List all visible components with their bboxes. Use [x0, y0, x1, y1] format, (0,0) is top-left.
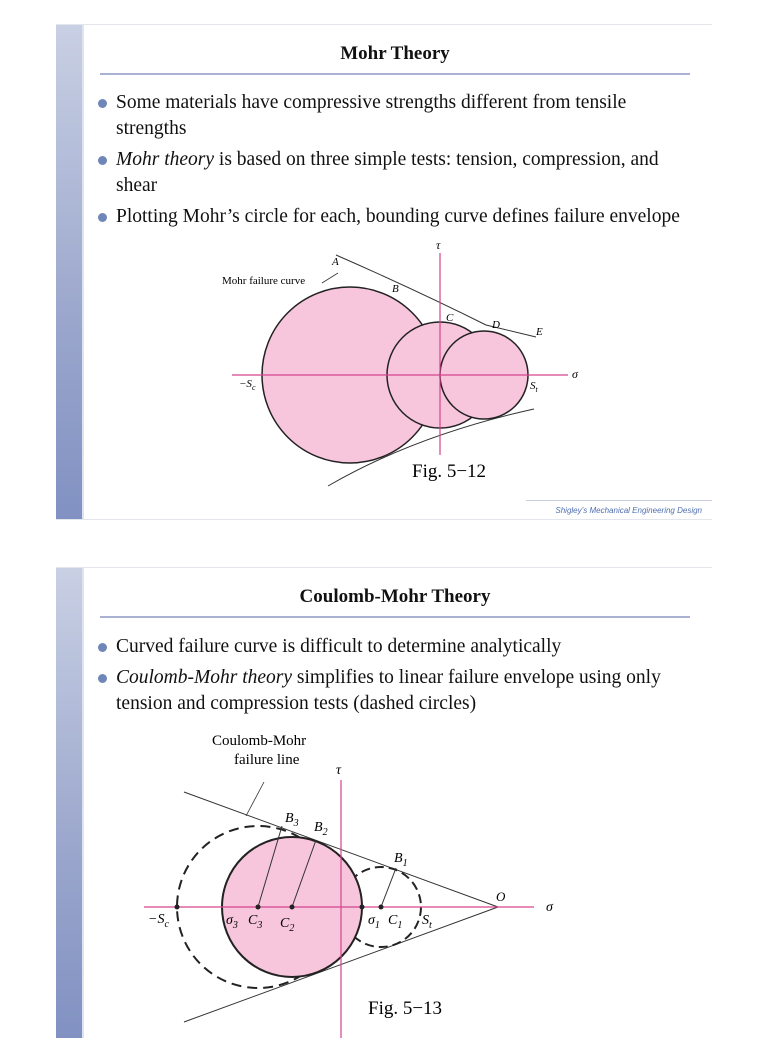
- point-sigma1: [360, 905, 365, 910]
- point-c3: [256, 905, 261, 910]
- curve-label: Mohr failure curve: [222, 275, 306, 287]
- footer-text: Shigley’s Mechanical Engineering Design: [555, 506, 702, 515]
- point-label-c: C: [446, 312, 454, 324]
- neg-sc-label: $-S_c$: [148, 912, 169, 930]
- bullet-item: Coulomb-Mohr theory simplifies to linear failure envelope using only tension and compression tests (dashed circles): [96, 665, 696, 717]
- b3-label: $B_3$: [285, 811, 299, 829]
- bullet-item: Some materials have compressive strengths different from tensile strengths: [96, 90, 696, 142]
- neg-sc-label: $-S_c$: [239, 378, 256, 392]
- bullet-item: Curved failure curve is difficult to determine analytically: [96, 634, 696, 660]
- bullet-item: Mohr theory is based on three simple tests: tension, compression, and shear: [96, 147, 696, 199]
- st-label: $S_t$: [530, 380, 538, 394]
- figure-caption: Fig. 5−12: [412, 461, 487, 482]
- c2-label: $C_2$: [280, 916, 295, 934]
- point-label-d: D: [492, 319, 500, 331]
- tau-label: τ: [336, 763, 342, 778]
- slide-title: Coulomb-Mohr Theory: [299, 586, 491, 607]
- b1-label: $B_1$: [394, 851, 408, 869]
- failure-line-leader: [246, 782, 264, 816]
- failure-line-label-2: failure line: [234, 752, 300, 768]
- sigma-label: σ: [572, 367, 578, 381]
- footer-rule: [526, 500, 712, 501]
- tau-label: τ: [436, 238, 441, 252]
- point-neg-sc: [175, 905, 180, 910]
- radius-b1: [381, 868, 396, 907]
- point-label-b: B: [392, 283, 399, 295]
- slide-title: Mohr Theory: [340, 43, 450, 64]
- c3-label: $C_3$: [248, 913, 263, 931]
- b2-label: $B_2$: [314, 820, 328, 838]
- curve-label-leader: [322, 273, 338, 283]
- coulomb-mohr-figure: [56, 568, 712, 1038]
- st-label: $S_t$: [422, 913, 432, 931]
- bullet-item: Plotting Mohr’s circle for each, bounding curve defines failure envelope: [96, 204, 696, 230]
- sigma-label: σ: [546, 900, 553, 915]
- point-label-a: A: [332, 256, 339, 268]
- slide-mohr-theory: [56, 24, 712, 520]
- point-c1: [379, 905, 384, 910]
- origin-label: O: [496, 889, 506, 904]
- point-label-e: E: [536, 326, 543, 338]
- figure-caption: Fig. 5−13: [368, 998, 443, 1019]
- c1-label: $C_1$: [388, 913, 403, 931]
- slide-coulomb-mohr-theory: [56, 567, 712, 1038]
- failure-line-label-1: Coulomb-Mohr: [212, 733, 307, 749]
- sigma1-label: $\sigma_1$: [368, 913, 380, 931]
- sigma3-label: $\sigma_3$: [226, 913, 238, 931]
- mohr-failure-figure: [56, 25, 712, 519]
- point-c2: [290, 905, 295, 910]
